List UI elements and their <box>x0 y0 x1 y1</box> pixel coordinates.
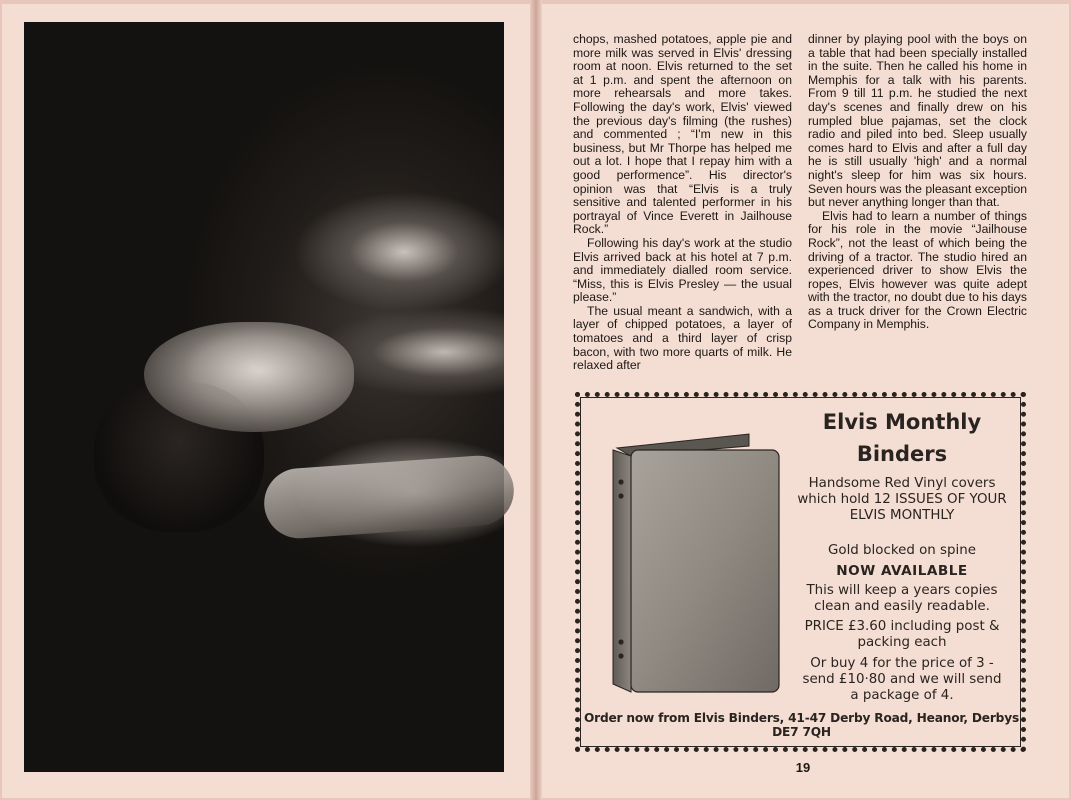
advert-title <box>797 406 1007 470</box>
page-gutter <box>530 0 542 800</box>
binder-illustration <box>611 432 781 694</box>
advert-description: Handsome Red Vinyl covers which hold 12 ISSUES OF YOUR ELVIS MONTHLY <box>797 476 1007 523</box>
advert-keep-note: This will keep a years copies clean and easily readable. <box>806 583 998 614</box>
article-paragraph: The usual meant a sandwich, with a layer of chipped potatoes, a layer of tomatoes and a third layer of crisp bacon, with two more quarts of milk. He relaxed after <box>573 303 792 373</box>
article-column-1 <box>573 33 792 373</box>
article-paragraph: Elvis had to learn a number of things for his role in the movie “Jailhouse Rock”, not the least of which being the driving of a tractor. The studio hired an experienced driver to show Elvis the ropes, Elvis however was quite adept with the tractor, no doubt due to his days as a truck driver for the Crown Electric Company in Memphis. <box>808 208 1027 332</box>
advert-offer: Or buy 4 for the price of 3 - send £10·80 and we will send a package of 4. <box>802 656 1002 703</box>
elvis-photo <box>24 22 504 772</box>
advert-price: PRICE £3.60 including post & packing each <box>804 619 1000 650</box>
article-paragraph: dinner by playing pool with the boys on a table that had been specially installed in the suite. Then he called his home in Memphis for a talk with his parents. From 9 till 11 p.m. he studied the next day's scenes and finally drew on his rumpled blue pajamas, set the clock radio and piled into bed. Sleep usually comes hard to Elvis and after a full day he is still usually 'high' and a normal night's sleep for him was six hours. Seven hours was the pleasant exception but never anything longer than that. <box>808 32 1027 210</box>
advert-title-line: Binders <box>856 442 948 466</box>
advert-order-address: Order now from Elvis Binders, 41-47 Derby Road, Heanor, Derbys DE7 7QH <box>583 711 1020 739</box>
article-column-2 <box>808 33 1027 332</box>
article-paragraph: chops, mashed potatoes, apple pie and more milk was served in Elvis' dressing room at noon. Elvis returned to the set at 1 p.m. and spent the afternoon on more rehearsals and more takes. Following the day's work, Elvis' viewed the previous day's filming (the rushes) and commented ; “I'm new in this business, but Mr Thorpe has helped me out a lot. I hope that I repay him with a good performence”. His director's opinion was that “Elvis is a truly sensitive and talented performer in his portrayal of Vince Everett in Jailhouse Rock.” <box>573 32 792 237</box>
article-paragraph: Following his day's work at the studio Elvis arrived back at his hotel at 7 p.m. and immediately dialled room service. “Miss, this is Elvis Presley — the usual please.” <box>573 235 792 305</box>
page-number: 19 <box>795 760 811 775</box>
photo-sleeve-shape <box>262 453 516 540</box>
advert-title-line: Elvis Monthly <box>822 410 982 434</box>
advert-spine-note: Gold blocked on spine <box>828 543 976 558</box>
binder-cover <box>631 450 779 692</box>
advert-availability: NOW AVAILABLE <box>836 563 968 579</box>
